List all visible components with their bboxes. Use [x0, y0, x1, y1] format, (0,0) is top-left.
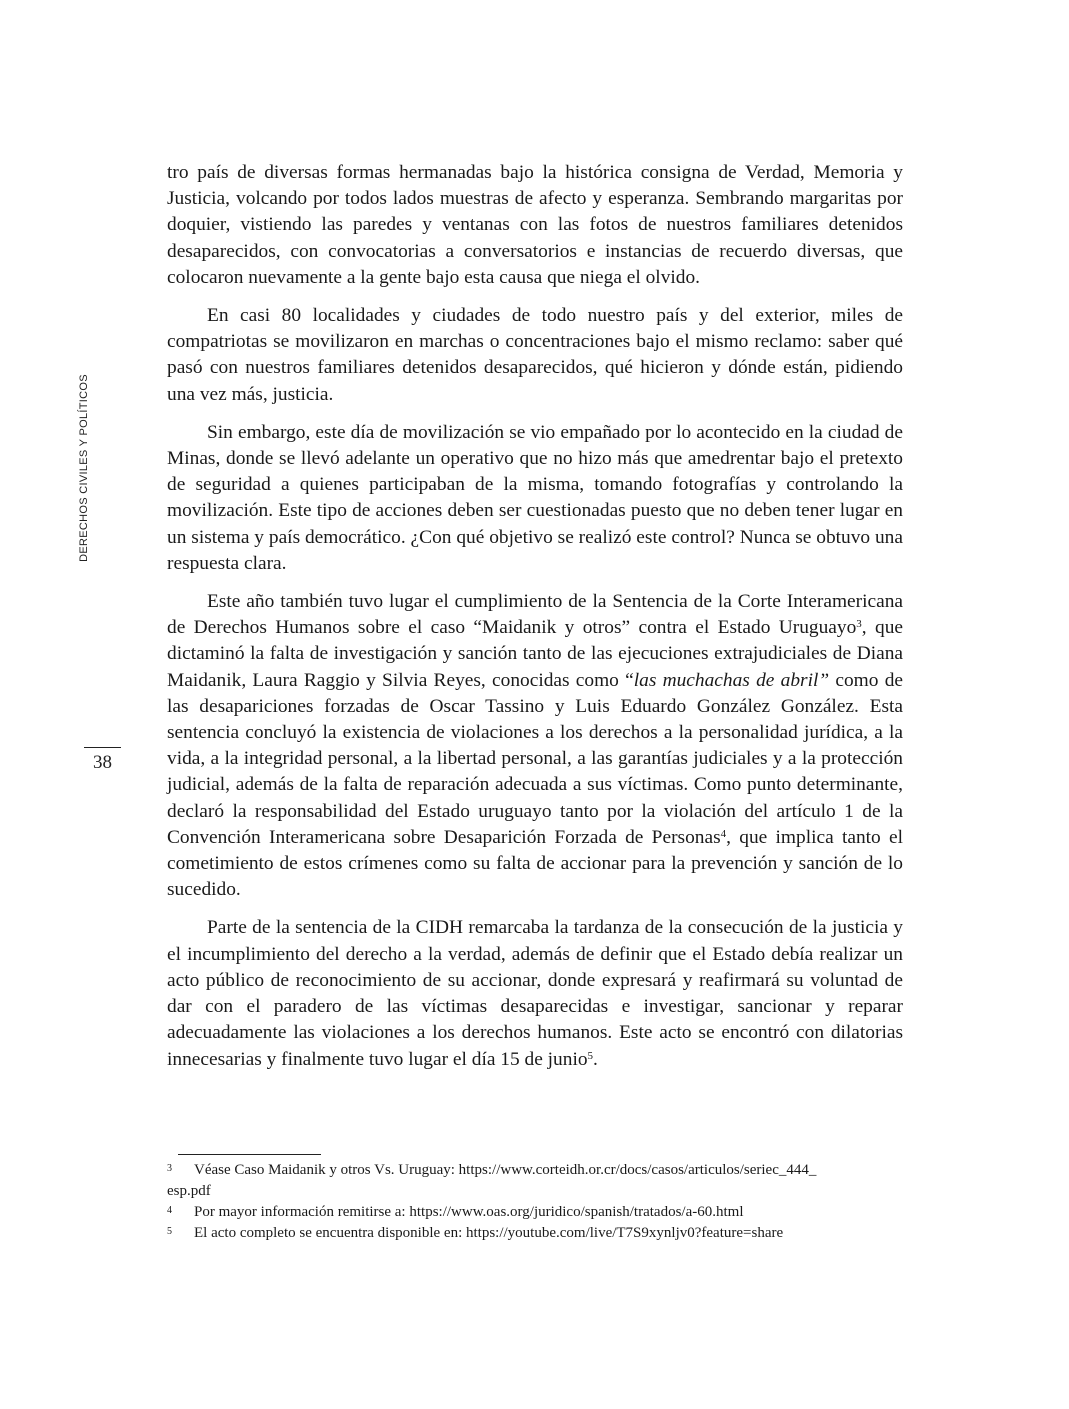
footnote-3-continuation: esp.pdf — [167, 1183, 211, 1199]
footnote-text: Por mayor información remitirse a: https://www.oas.org/juridico/spanish/tratados/a-60.html — [194, 1204, 744, 1220]
paragraph-1: tro país de diversas formas hermanadas bajo la histórica consigna de Verdad, Memoria y Justicia, volcando por todos lados muestras de afecto y esperanza. Sembrando margaritas por doquier, vistiendo las paredes y ventanas con las fotos de nuestros familiares detenidos desaparecidos, con convocatorias a conversatorios e instancias de recuerdo diversas, que colocaron nuevamente a la gente bajo esta causa que niega el olvido. — [167, 162, 903, 288]
footnote-ref-5: 5 — [587, 1049, 594, 1062]
paragraph-4-part-a: Este año también tuvo lugar el cumplimiento de la Sentencia de la Corte Interamericana de Derechos Humanos sobre el caso “Maidanik y otros” contra el Estado Uruguayo — [167, 591, 903, 639]
footnote-4 — [167, 1202, 903, 1223]
section-title-text: DERECHOS CIVILES Y POLÍTICOS — [78, 373, 90, 562]
paragraph-5-part-a: Parte de la sentencia de la CIDH remarcaba la tardanza de la consecución de la justicia y el incumplimiento del derecho a la verdad, además de definir que el Estado debía realizar un acto público de reconocimiento de su accionar, donde expresará y reafirmará su voluntad de dar con el paradero de las víctimas desaparecidas e investigar, sancionar y reparar adecuadamente las violaciones a los derechos humanos. Este acto se encontró con dilatorias innecesarias y finalmente tuvo lugar el día 15 de junio — [167, 917, 903, 1070]
footnote-rule — [178, 1154, 321, 1155]
paragraph-5 — [167, 915, 903, 1072]
footnote-5 — [167, 1223, 903, 1244]
footnote-number: 3 — [167, 1163, 172, 1174]
paragraph-2: En casi 80 localidades y ciudades de todo nuestro país y del exterior, miles de compatriotas se movilizaron en marchas o concentraciones bajo el mismo reclamo: saber qué pasó con nuestros familiares detenidos desaparecidos, qué hicieron y dónde están, pidiendo una vez más, justicia. — [167, 305, 903, 405]
paragraph-4 — [167, 589, 903, 903]
paragraph-4-italic: las muchachas de abril” — [633, 669, 830, 691]
footnote-text: Véase Caso Maidanik y otros Vs. Uruguay: https://www.corteidh.or.cr/docs/casos/articulos/seriec_444_ — [194, 1162, 817, 1178]
footnote-text: El acto completo se encuentra disponible en: https://youtube.com/live/T7S9xynljv0?feature=share — [194, 1225, 784, 1241]
footnote-number: 5 — [167, 1226, 172, 1237]
paragraph-4-part-d: , que implica tanto el cometimiento de estos crímenes como su falta de accionar para la prevención y sanción de lo sucedido. — [167, 826, 903, 901]
footnote-3 — [167, 1160, 903, 1181]
footnote-ref-3: 3 — [856, 618, 862, 631]
main-text — [167, 160, 903, 1085]
paragraph-4-part-c: como de las desapariciones forzadas de Oscar Tassino y Luis Eduardo González González. Esta sentencia concluyó la existencia de violaciones a los derechos a la personalidad jurídica, a la vida, a la integridad personal, a la libertad personal, a las garantías judiciales y a la protección judicial, además de la falta de reparación adecuada a sus víctimas. Como punto determinante, declaró la responsabilidad del Estado uruguayo tanto por la violación del artículo 1 de la Convención Interamericana sobre Desaparición Forzada de Personas — [167, 669, 903, 848]
footnotes — [167, 1160, 903, 1244]
page-number-rule — [84, 747, 121, 748]
footnote-ref-4: 4 — [720, 827, 727, 840]
paragraph-3: Sin embargo, este día de movilización se vio empañado por lo acontecido en la ciudad de Minas, donde se llevó adelante un operativo que no hizo más que amedrentar bajo el pretexto de seguridad a quienes participaban de la misma, tomando fotografías y controlando la movilización. Este tipo de acciones deben ser cuestionadas puesto que no deben tener lugar en un sistema y país democrático. ¿Con qué objetivo se realizó este control? Nunca se obtuvo una respuesta clara. — [167, 421, 903, 574]
running-section-title — [72, 370, 96, 565]
page-number: 38 — [93, 752, 112, 773]
paragraph-5-part-b: . — [593, 1048, 598, 1070]
footnote-number: 4 — [167, 1205, 172, 1216]
paragraph-4-part-b: , que dictaminó la falta de investigación y sanción tanto de las ejecuciones extrajudiciales de Diana Maidanik, Laura Raggio y Silvia Reyes, conocidas como “ — [167, 617, 903, 691]
